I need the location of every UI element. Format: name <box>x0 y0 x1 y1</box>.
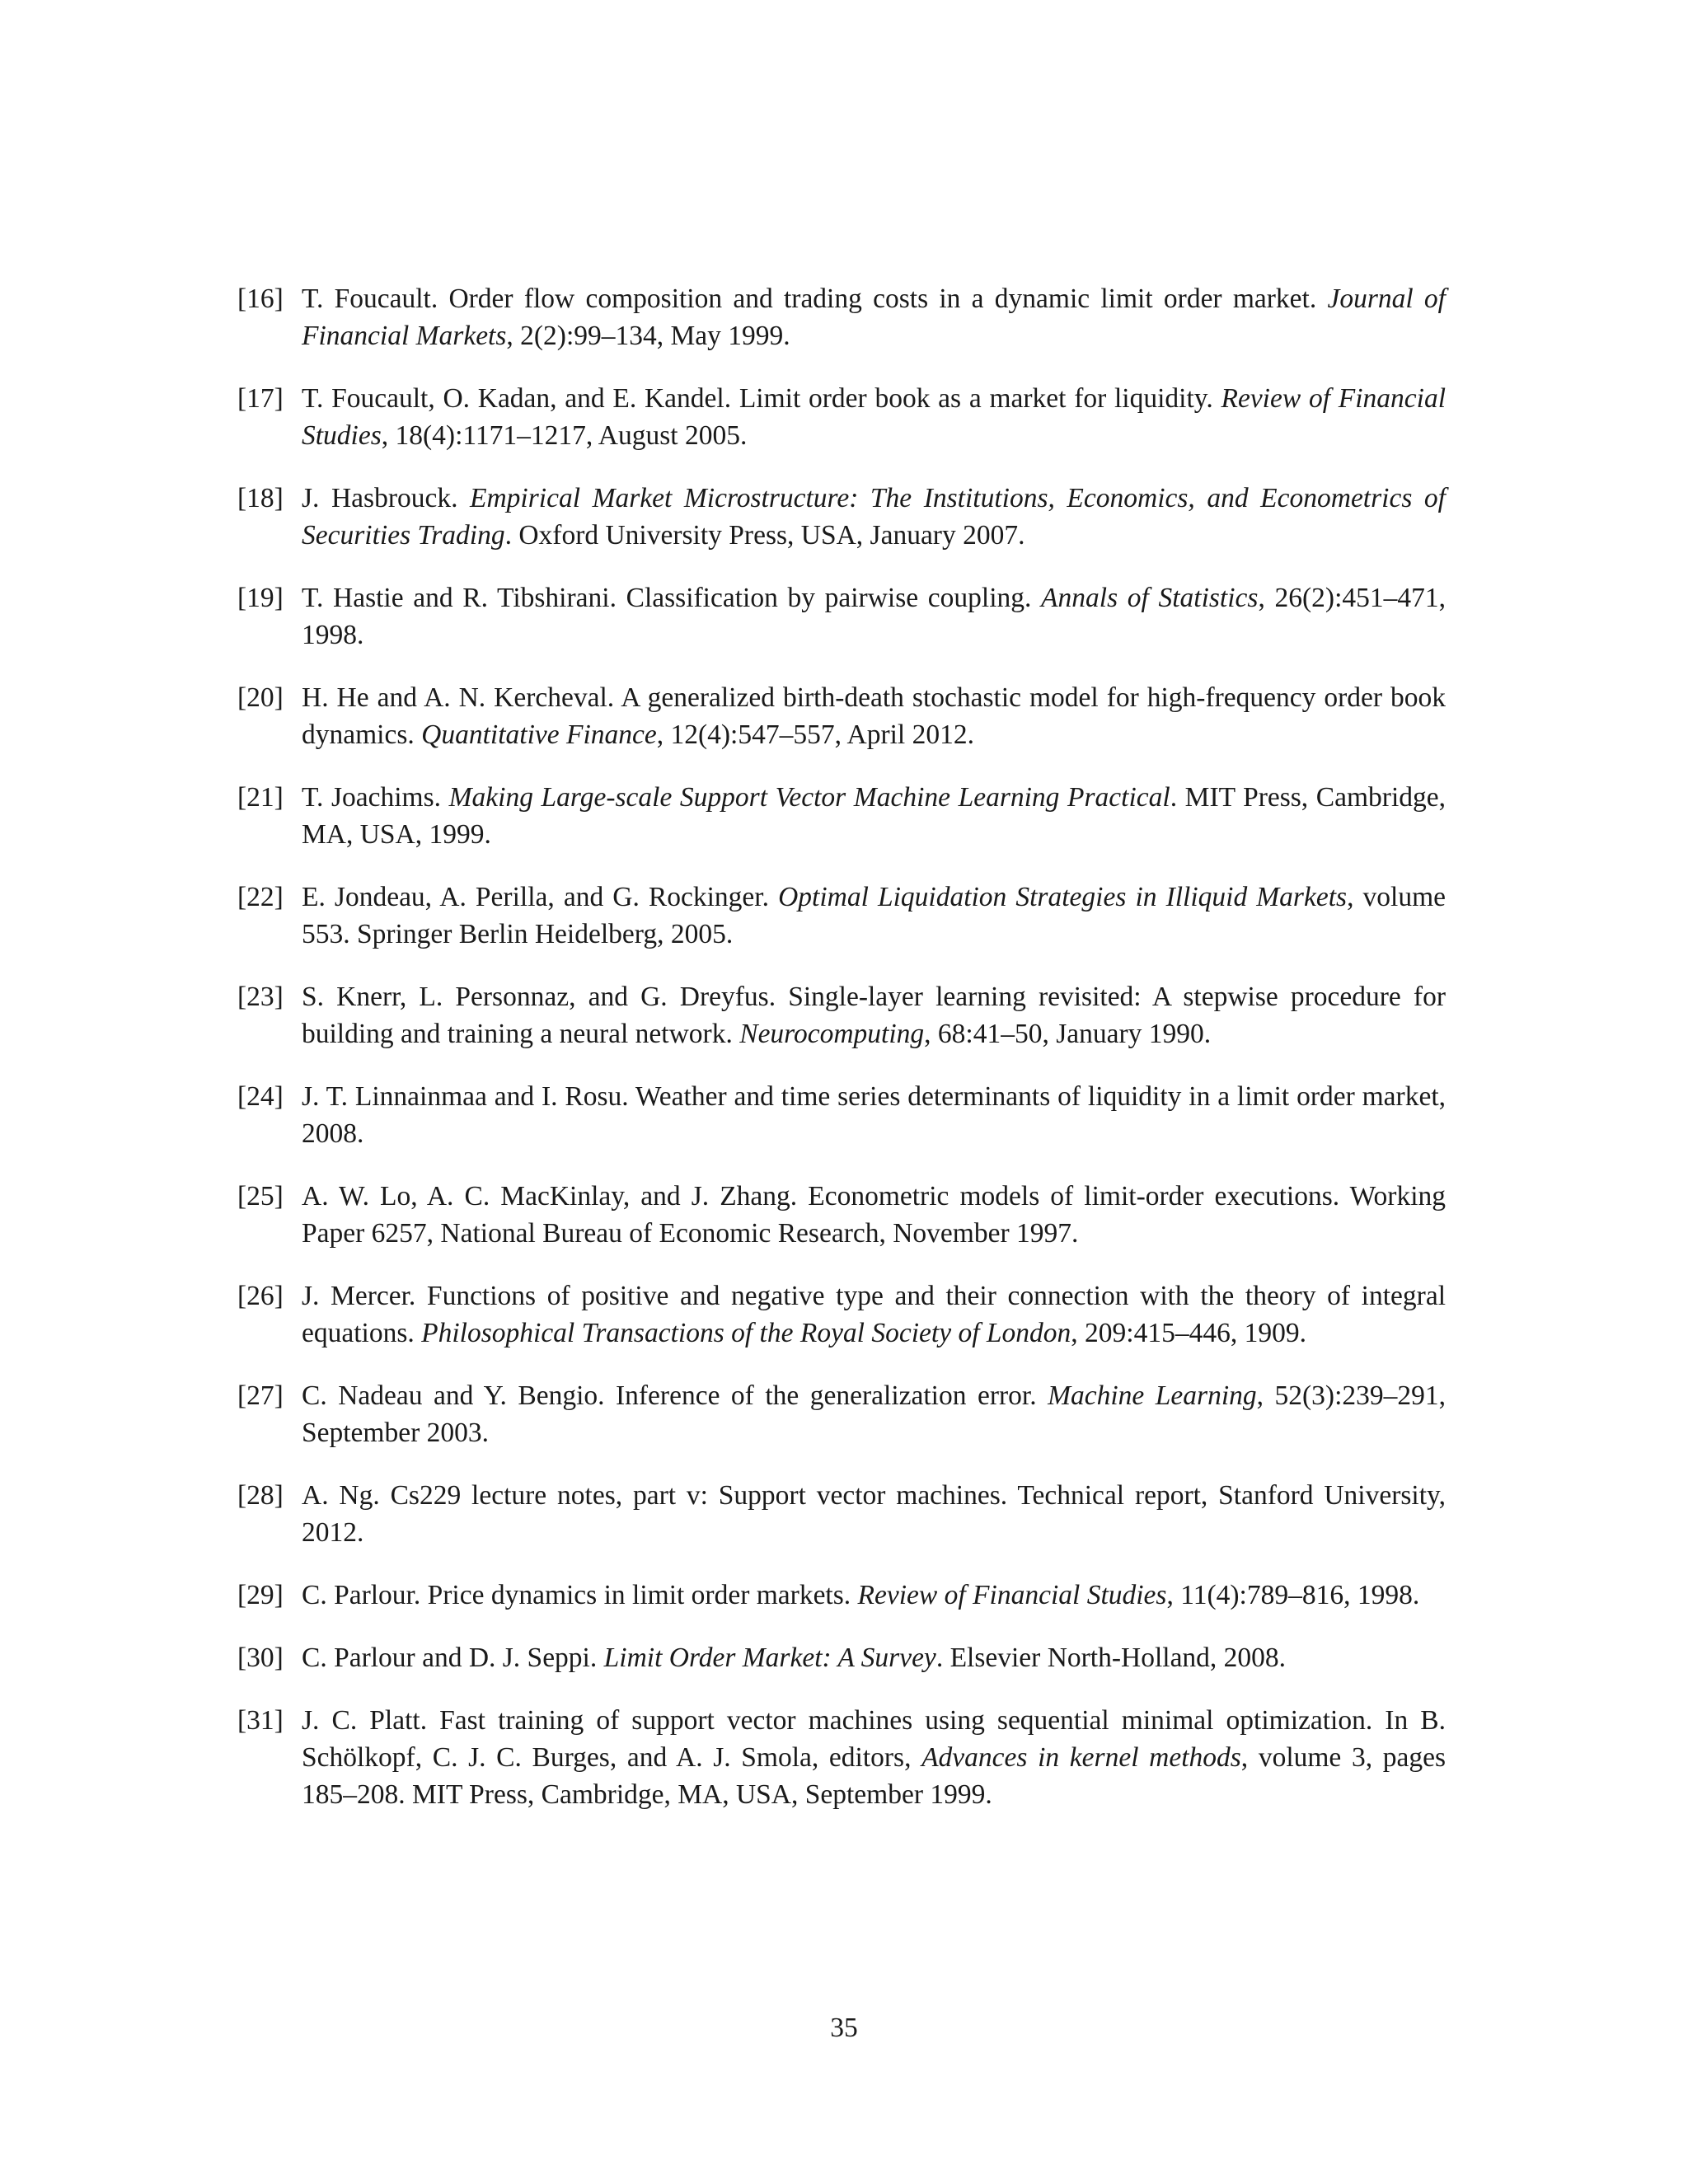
reference-number: [21] <box>237 782 284 813</box>
reference-number: [20] <box>237 682 284 713</box>
page-number: 35 <box>830 2013 858 2043</box>
reference-segment: E. Jondeau, A. Perilla, and G. Rockinger. <box>302 882 779 912</box>
reference-item <box>237 1178 1446 1252</box>
reference-title-italic: Quantitative Finance <box>421 719 657 750</box>
reference-title-italic: Journal of Financial Markets <box>302 284 1446 351</box>
reference-title-italic: Empirical Market Microstructure: The Institutions, Economics, and Econometrics of Securities Trading <box>302 483 1446 551</box>
reference-number: [25] <box>237 1181 284 1212</box>
reference-segment: H. He and A. N. Kercheval. A generalized birth-death stochastic model for high-frequency order book dynamics. <box>302 682 1446 750</box>
reference-number: [29] <box>237 1580 284 1610</box>
reference-segment: C. Parlour. Price dynamics in limit order markets. <box>302 1580 858 1610</box>
reference-segment: , volume 3, pages 185–208. MIT Press, Cambridge, MA, USA, September 1999. <box>302 1742 1446 1810</box>
reference-segment: , 12(4):547–557, April 2012. <box>656 719 974 750</box>
reference-text <box>302 1281 1446 1348</box>
reference-text <box>302 1181 1446 1249</box>
reference-number: [23] <box>237 982 284 1012</box>
reference-item <box>237 1078 1446 1152</box>
reference-number: [28] <box>237 1480 284 1511</box>
reference-number: [26] <box>237 1281 284 1311</box>
reference-text <box>302 1643 1286 1673</box>
reference-segment: T. Foucault, O. Kadan, and E. Kandel. Limit order book as a market for liquidity. <box>302 383 1221 414</box>
reference-number: [22] <box>237 882 284 912</box>
reference-text <box>302 1081 1446 1149</box>
reference-title-italic: Neurocomputing <box>739 1019 925 1049</box>
reference-segment: A. W. Lo, A. C. MacKinlay, and J. Zhang. Econometric models of limit-order executions. Working Paper 6257, National Bureau of Economic Research, November 1997. <box>302 1181 1446 1249</box>
reference-segment: , 209:415–446, 1909. <box>1071 1318 1306 1348</box>
reference-number: [17] <box>237 383 284 414</box>
reference-item <box>237 1577 1446 1614</box>
reference-segment: , volume 553. Springer Berlin Heidelberg, 2005. <box>302 882 1446 949</box>
reference-segment: J. Hasbrouck. <box>302 483 471 513</box>
reference-text <box>302 583 1446 650</box>
reference-list <box>237 280 1446 1839</box>
reference-segment: T. Joachims. <box>302 782 449 813</box>
reference-text <box>302 383 1446 451</box>
reference-title-italic: Advances in kernel methods <box>921 1742 1241 1773</box>
reference-segment: T. Hastie and R. Tibshirani. Classification by pairwise coupling. <box>302 583 1042 613</box>
reference-text <box>302 882 1446 949</box>
reference-item <box>237 978 1446 1052</box>
reference-segment: , 11(4):789–816, 1998. <box>1166 1580 1420 1610</box>
reference-item <box>237 1639 1446 1676</box>
reference-text <box>302 1705 1446 1810</box>
reference-title-italic: Annals of Statistics <box>1041 583 1259 613</box>
reference-segment: J. T. Linnainmaa and I. Rosu. Weather and time series determinants of liquidity in a limit order market, 2008. <box>302 1081 1446 1149</box>
reference-segment: C. Parlour and D. J. Seppi. <box>302 1643 604 1673</box>
reference-number: [27] <box>237 1380 284 1411</box>
reference-segment: C. Nadeau and Y. Bengio. Inference of the generalization error. <box>302 1380 1048 1411</box>
reference-segment: A. Ng. Cs229 lecture notes, part v: Support vector machines. Technical report, Stanford University, 2012. <box>302 1480 1446 1548</box>
reference-number: [18] <box>237 483 284 513</box>
reference-item <box>237 1277 1446 1352</box>
reference-segment: . MIT Press, Cambridge, MA, USA, 1999. <box>302 782 1447 850</box>
reference-item <box>237 280 1446 354</box>
reference-number: [30] <box>237 1643 284 1673</box>
reference-text <box>302 483 1446 551</box>
reference-title-italic: Machine Learning <box>1048 1380 1257 1411</box>
reference-segment: S. Knerr, L. Personnaz, and G. Dreyfus. Single-layer learning revisited: A stepwise procedure for building and training a neural network. <box>302 982 1446 1049</box>
reference-item <box>237 380 1446 454</box>
reference-title-italic: Review of Financial Studies <box>857 1580 1167 1610</box>
reference-segment: , 68:41–50, January 1990. <box>924 1019 1212 1049</box>
reference-text <box>302 1580 1419 1610</box>
reference-item <box>237 779 1446 853</box>
reference-item <box>237 480 1446 554</box>
reference-item <box>237 679 1446 753</box>
reference-segment: , 52(3):239–291, September 2003. <box>302 1380 1447 1448</box>
reference-number: [24] <box>237 1081 284 1112</box>
reference-item <box>237 1377 1446 1451</box>
reference-item <box>237 1477 1446 1551</box>
reference-title-italic: Optimal Liquidation Strategies in Illiquid Markets <box>778 882 1348 912</box>
reference-title-italic: Limit Order Market: A Survey <box>603 1643 936 1673</box>
reference-title-italic: Making Large-scale Support Vector Machine Learning Practical <box>448 782 1170 813</box>
reference-text <box>302 982 1446 1049</box>
reference-segment: , 18(4):1171–1217, August 2005. <box>381 420 748 451</box>
reference-segment: T. Foucault. Order flow composition and trading costs in a dynamic limit order market. <box>302 284 1328 314</box>
reference-number: [16] <box>237 284 284 314</box>
reference-number: [31] <box>237 1705 284 1736</box>
reference-text <box>302 782 1446 850</box>
reference-text <box>302 1480 1446 1548</box>
reference-text <box>302 284 1446 351</box>
reference-item <box>237 1702 1446 1813</box>
reference-text <box>302 1380 1446 1448</box>
reference-segment: , 26(2):451–471, 1998. <box>302 583 1446 650</box>
reference-segment: J. C. Platt. Fast training of support vector machines using sequential minimal optimization. In B. Schölkopf, C. J. C. Burges, and A. J. Smola, editors, <box>302 1705 1446 1773</box>
reference-item <box>237 879 1446 953</box>
reference-segment: , 2(2):99–134, May 1999. <box>506 321 790 351</box>
reference-segment: J. Mercer. Functions of positive and negative type and their connection with the theory of integral equations. <box>302 1281 1446 1348</box>
reference-title-italic: Review of Financial Studies <box>302 383 1446 451</box>
reference-item <box>237 579 1446 654</box>
reference-segment: . Oxford University Press, USA, January 2007. <box>504 520 1025 551</box>
reference-number: [19] <box>237 583 284 613</box>
reference-text <box>302 682 1446 750</box>
reference-segment: . Elsevier North-Holland, 2008. <box>935 1643 1287 1673</box>
reference-title-italic: Philosophical Transactions of the Royal Society of London <box>421 1318 1071 1348</box>
